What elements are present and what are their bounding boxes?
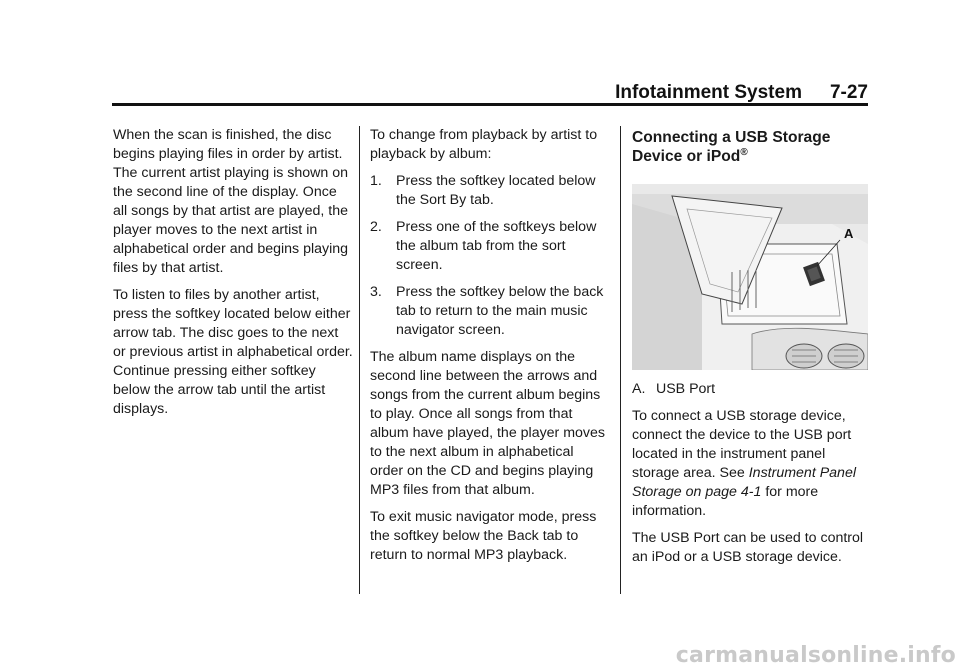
paragraph-change-playback: To change from playback by artist to playback by album:	[370, 127, 598, 162]
paragraph-scan-finished: When the scan is finished, the disc begins playing files in order by artist. The current artist playing is shown on the second line of the display. Once all songs by that artist are played, the player moves to the next artist in alphabetical order and begins playing files by that artist.	[113, 127, 349, 276]
page-header	[615, 82, 868, 104]
usb-port-illustration	[632, 184, 868, 370]
column-divider-1	[359, 126, 360, 594]
cross-reference-link[interactable]: Instrument Panel Storage on page 4-1	[632, 465, 856, 500]
paragraph-usb-control: The USB Port can be used to control an iPod or a USB storage device.	[632, 530, 864, 565]
figure-caption: A. USB Port	[632, 381, 716, 397]
watermark: carmanualsonline.info	[675, 643, 956, 668]
section-title: Infotainment System	[615, 82, 802, 103]
section-heading-usb: Connecting a USB Storage Device or iPod®	[632, 129, 831, 165]
paragraph-another-artist: To listen to files by another artist, press the softkey located below either arrow tab. The disc goes to the next or previous artist in alphabetical order. Continue pressing either softkey below the arrow tab until the artist displays.	[113, 287, 353, 417]
paragraph-connect-usb: To connect a USB storage device, connect the device to the USB port located in the instrument panel storage area. See Instrument Panel Storage on page 4-1 for more information.	[632, 408, 856, 519]
figure-callout-a: A	[844, 226, 854, 241]
column-2	[370, 126, 610, 573]
header-rule	[112, 103, 868, 106]
paragraph-exit-navigator: To exit music navigator mode, press the softkey below the Back tab to return to normal MP3 playback.	[370, 509, 597, 563]
step-1: 1. Press the softkey located below the Sort By tab.	[370, 173, 596, 208]
column-divider-2	[620, 126, 621, 594]
column-1	[113, 126, 353, 427]
paragraph-album-name: The album name displays on the second line between the arrows and songs from the current album begins to play. Once all songs from that album have played, the player moves to the next album in alphabetical order on the CD and begins playing MP3 files from that album.	[370, 349, 606, 498]
page-number: 7-27	[829, 82, 868, 103]
step-2: 2. Press one of the softkeys below the album tab from the sort screen.	[370, 219, 597, 273]
step-3: 3. Press the softkey below the back tab to return to the main music navigator screen.	[370, 284, 604, 338]
registered-mark: ®	[740, 146, 748, 158]
column-3	[632, 128, 872, 575]
